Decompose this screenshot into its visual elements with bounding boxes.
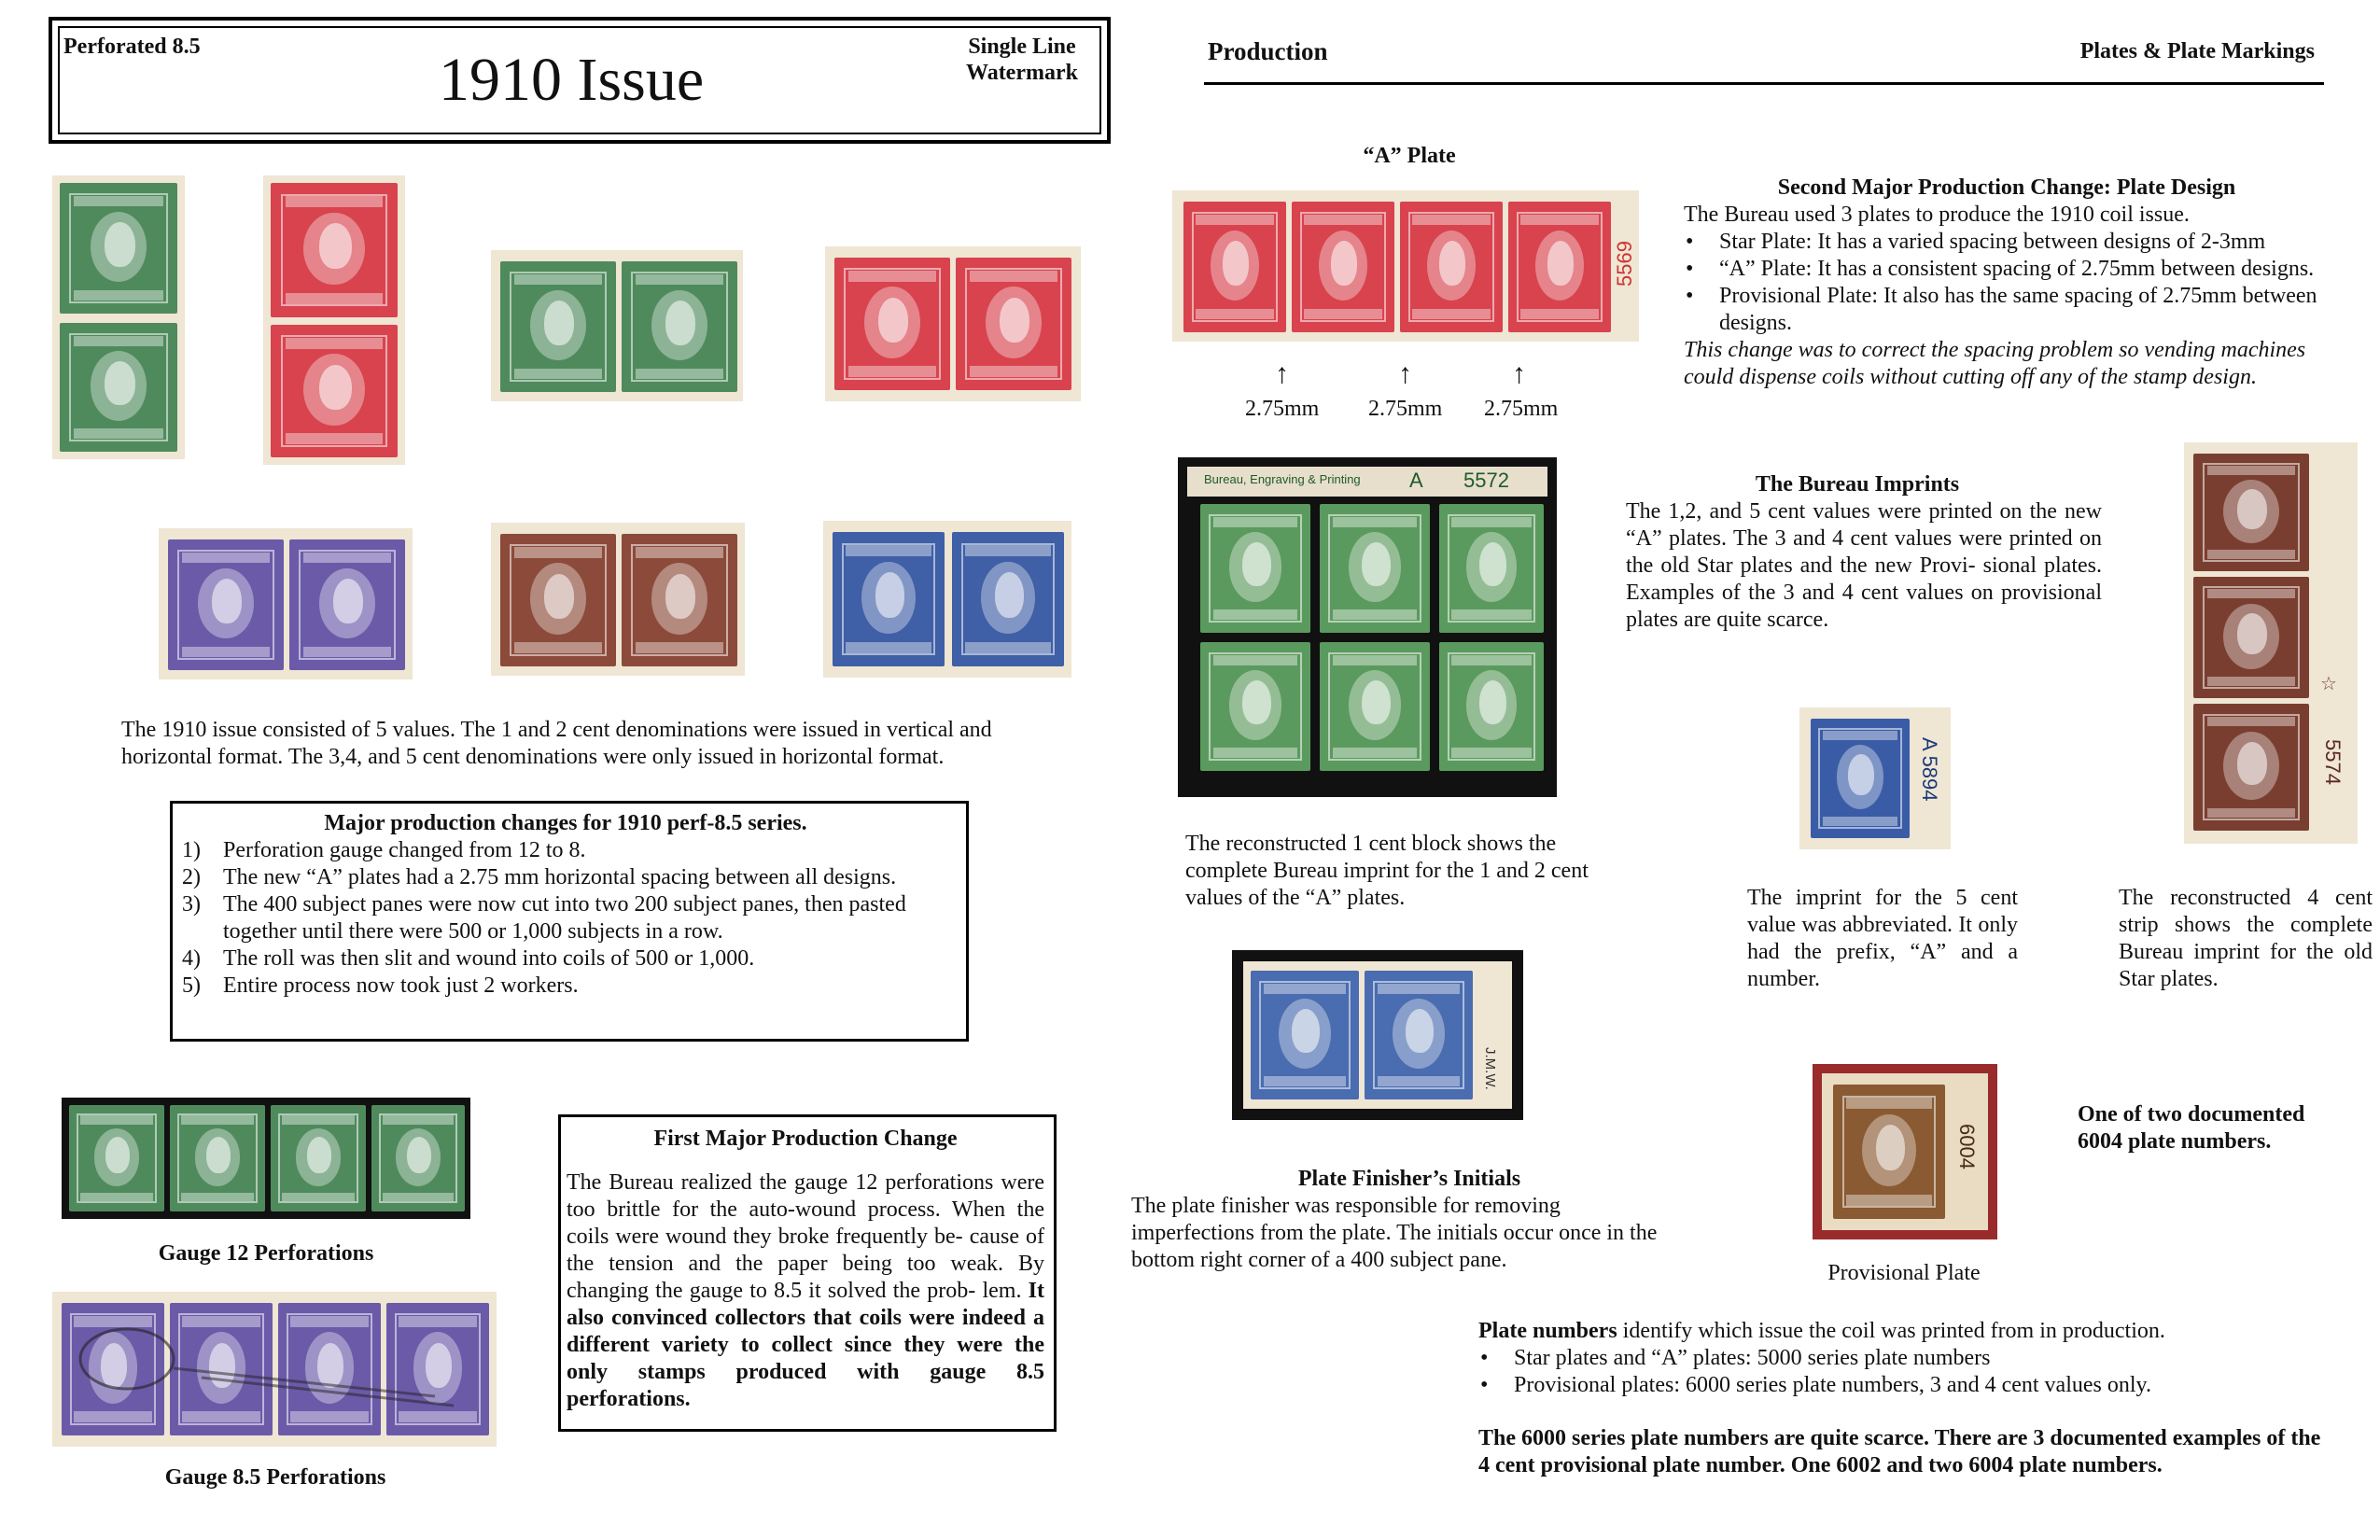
- perforation-label: Perforated 8.5: [63, 35, 201, 59]
- a-plate-caption: “A” Plate: [1363, 144, 1456, 168]
- finisher-initials: J.M.W.: [1482, 1047, 1498, 1090]
- bullet-text: Star plates and “A” plates: 5000 series plate numbers: [1514, 1346, 1991, 1370]
- block-caption: The reconstructed 1 cent block shows the complete Bureau imprint for the 1 and 2 cent values of the “A” plates.: [1185, 832, 1589, 910]
- changes-list-item: [182, 864, 949, 891]
- watermark-label: [943, 34, 1101, 86]
- changes-list-text: The roll was then slit and wound into coils of 500 or 1,000.: [223, 946, 755, 971]
- block-plate-number: 5572: [1463, 469, 1509, 492]
- arrow-up-icon: ↑: [1398, 358, 1412, 389]
- arrow-up-icon: ↑: [1512, 358, 1526, 389]
- plate-numbers-closing: The 6000 series plate numbers are quite scarce. There are 3 documented examples of the 4 cent provisional plate number. One 6002 and two 6004 plate numbers.: [1478, 1426, 2321, 1477]
- five-cent-plate-marking: A 5894: [1918, 737, 1941, 802]
- second-change-body: [1684, 202, 2356, 391]
- bullet-item: [1478, 1372, 2337, 1399]
- first-change-plain: The Bureau realized the gauge 12 perforations were too brittle for the auto-wound process. When the coils were wound they broke frequently be- cause of the tension and the paper being too weak. By changing the gauge to 8.5 it solved the prob- lem.: [567, 1170, 1044, 1303]
- provisional-plate-number: 6004: [1955, 1124, 1979, 1169]
- changes-list-number: 3): [182, 892, 201, 917]
- watermark-line-1: Single Line: [968, 35, 1076, 59]
- changes-list-text: Entire process now took just 2 workers.: [223, 973, 579, 998]
- changes-box: [170, 801, 969, 1042]
- second-change-note: This change was to correct the spacing problem so vending machines could dispense coils without cutting off any of the stamp design.: [1684, 338, 2306, 389]
- plate-numbers-lead: [1478, 1318, 2337, 1345]
- bullet-text: Star Plate: It has a varied spacing between designs of 2-3mm: [1719, 230, 2266, 254]
- four-cent-plate-number: 5574: [2321, 739, 2345, 785]
- gauge-85-caption: Gauge 8.5 Perforations: [164, 1465, 386, 1490]
- block-plate-letter: A: [1409, 469, 1423, 492]
- changes-list-item: [182, 973, 949, 1000]
- plate-numbers-lead-bold: Plate numbers: [1478, 1319, 1617, 1343]
- five-cent-caption: The imprint for the 5 cent value was abbreviated. It only had the prefix, “A” and a number.: [1747, 886, 2018, 991]
- bullet-text: “A” Plate: It has a consistent spacing of 2.75mm between designs.: [1719, 257, 2315, 281]
- bullet-icon: •: [1686, 257, 1694, 281]
- provisional-note: One of two documented 6004 plate numbers.: [2078, 1102, 2305, 1154]
- imprints-title: The Bureau Imprints: [1755, 472, 1960, 497]
- changes-list-text: The 400 subject panes were now cut into two 200 subject panes, then pasted together until there were 500 or 1,000 subjects in a row.: [223, 892, 906, 944]
- changes-box-title: Major production changes for 1910 perf-8.5 series.: [324, 811, 807, 835]
- finisher-text: The plate finisher was responsible for removing imperfections from the plate. The initials occur once in the bottom right corner of a 400 subject pane.: [1131, 1194, 1658, 1272]
- header-plates: Plates & Plate Markings: [2079, 39, 2315, 63]
- changes-list-text: Perforation gauge changed from 12 to 8.: [223, 838, 586, 862]
- bullet-item: [1478, 1345, 2337, 1372]
- bullet-item: [1684, 256, 2356, 283]
- changes-list-text: The new “A” plates had a 2.75 mm horizontal spacing between all designs.: [223, 865, 897, 889]
- first-change-title: First Major Production Change: [653, 1127, 958, 1151]
- second-change-title: Second Major Production Change: Plate Design: [1777, 175, 2236, 200]
- bullet-icon: •: [1686, 230, 1694, 254]
- first-change-text: [567, 1169, 1044, 1413]
- spacing-label-2: 2.75mm: [1368, 397, 1443, 421]
- changes-list-item: [182, 837, 949, 864]
- block-imprint-text: Bureau, Engraving & Printing: [1204, 472, 1361, 486]
- first-change-box: [558, 1114, 1057, 1432]
- header-production: Production: [1208, 37, 1328, 65]
- watermark-line-2: Watermark: [966, 61, 1078, 85]
- bullet-icon: •: [1686, 284, 1694, 308]
- bullet-item: [1684, 229, 2356, 256]
- header-rule: [1204, 82, 2324, 85]
- spacing-label-1: 2.75mm: [1245, 397, 1320, 421]
- bullet-item: [1684, 283, 2356, 337]
- changes-list-number: 5): [182, 973, 201, 998]
- changes-list-item: [182, 891, 949, 945]
- gauge-12-caption: Gauge 12 Perforations: [158, 1241, 374, 1266]
- bullet-text: Provisional plates: 6000 series plate numbers, 3 and 4 cent values only.: [1514, 1373, 2151, 1397]
- plate-numbers-lead-rest: identify which issue the coil was printed from in production.: [1617, 1319, 2165, 1343]
- first-change-bold: It also convinced collectors that coils were indeed a different variety to collect since they were the only stamps produced with gauge 8.5 perforations.: [567, 1279, 1045, 1411]
- second-change-intro: The Bureau used 3 plates to produce the 1910 coil issue.: [1684, 203, 2190, 227]
- intro-text: The 1910 issue consisted of 5 values. The 1 and 2 cent denominations were issued in vertical and horizontal format. The 3,4, and 5 cent denominations were only issued in horizontal format.: [121, 718, 992, 769]
- imprints-text: The 1,2, and 5 cent values were printed on the new “A” plates. The 3 and 4 cent values were printed on the old Star plates and the new Provi- sional plates. Examples of the 3 and 4 cent values on provisional plates are quite scarce.: [1626, 499, 2102, 632]
- spacing-label-3: 2.75mm: [1484, 397, 1559, 421]
- changes-list-number: 4): [182, 946, 201, 971]
- changes-list-number: 2): [182, 865, 201, 889]
- a-plate-number: 5569: [1613, 241, 1636, 287]
- plate-type-list: [1684, 229, 2356, 337]
- page-title: 1910 Issue: [439, 46, 705, 114]
- provisional-caption: Provisional Plate: [1827, 1261, 1981, 1285]
- finisher-title: Plate Finisher’s Initials: [1297, 1167, 1521, 1191]
- plate-numbers-section: [1478, 1318, 2337, 1479]
- arrow-up-icon: ↑: [1275, 358, 1289, 389]
- bullet-icon: •: [1480, 1373, 1489, 1397]
- star-icon: ☆: [2320, 674, 2337, 694]
- changes-list-number: 1): [182, 838, 201, 862]
- changes-list: [182, 837, 949, 1000]
- bullet-icon: •: [1480, 1346, 1489, 1370]
- bullet-text: Provisional Plate: It also has the same spacing of 2.75mm between designs.: [1719, 284, 2317, 335]
- four-cent-caption: The reconstructed 4 cent strip shows the complete Bureau imprint for the old Star plates.: [2119, 886, 2373, 991]
- plate-number-list: [1478, 1345, 2337, 1399]
- changes-list-item: [182, 945, 949, 973]
